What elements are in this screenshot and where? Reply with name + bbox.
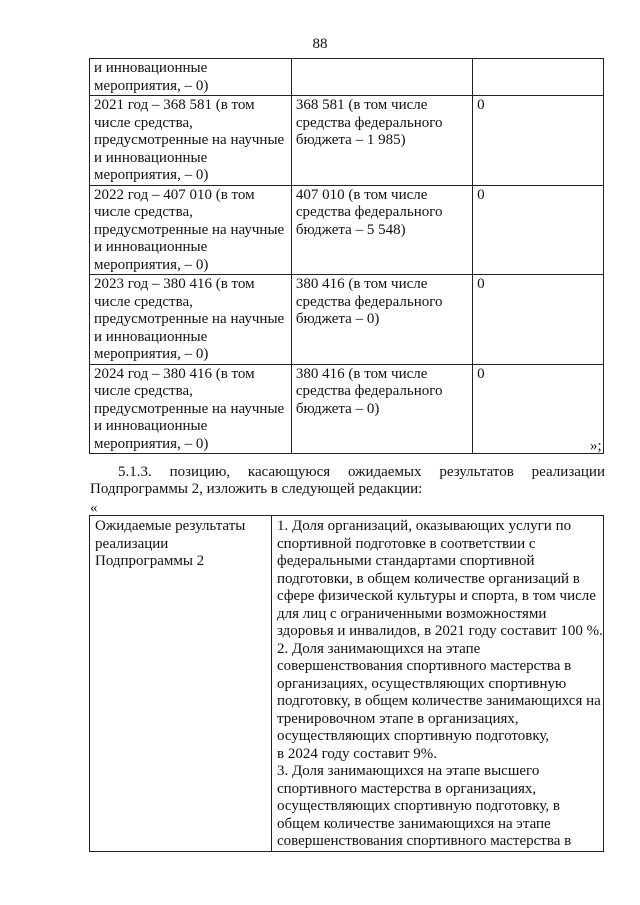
financing-cell-line: 2021 год – 368 581 (в том: [94, 97, 255, 113]
expected-results-content-line: 2. Доля занимающихся на этапе: [277, 640, 481, 657]
expected-results-content-line: совершенствования спортивного мастерства в: [277, 833, 572, 849]
financing-table-cell-1: [90, 59, 292, 96]
expected-results-content-line: сфере физической культуры и спорта, в том числе: [277, 588, 596, 604]
financing-cell-line: 0: [477, 186, 485, 203]
financing-cell-line: средства федерального: [295, 293, 443, 310]
financing-cell-line: и инновационные: [94, 149, 208, 166]
financing-table-cell-2: [291, 96, 472, 186]
financing-cell-line: 0: [477, 276, 485, 292]
financing-cell-line: и инновационные: [94, 328, 208, 345]
financing-cell-line: 2023 год – 380 416 (в том: [94, 276, 255, 292]
financing-cell-line: числе средства,: [94, 293, 193, 310]
expected-results-content-line: в 2024 году составит 9%.: [277, 745, 438, 762]
expected-results-label-line: Ожидаемые результаты: [95, 518, 246, 534]
financing-table-cell-2: [291, 364, 472, 454]
expected-results-row: [90, 516, 604, 852]
financing-cell-line: 0: [477, 365, 485, 382]
financing-cell-line: 380 416 (в том числе: [295, 365, 428, 382]
financing-cell-line: бюджета – 0): [295, 400, 380, 417]
financing-cell-line: мероприятия, – 0): [94, 256, 209, 273]
expected-results-label-line: реализации: [95, 535, 169, 552]
financing-table-row: [90, 59, 604, 96]
financing-table-cell-3: [473, 185, 604, 275]
expected-results-content-line: осуществляющих спортивную подготовку,: [277, 728, 550, 744]
financing-cell-line: мероприятия, – 0): [94, 77, 209, 94]
expected-results-content-line: для лиц с ограниченными возможностями: [277, 605, 547, 622]
amendment-paragraph-line-2: Подпрограммы 2, изложить в следующей редакции:: [90, 481, 423, 497]
expected-results-table: [89, 515, 604, 852]
expected-results-content-line: совершенствования спортивного мастерства в: [277, 658, 572, 674]
expected-results-content-line: федеральными стандартами спортивной: [277, 553, 535, 569]
financing-cell-line: мероприятия, – 0): [94, 167, 209, 183]
financing-table-cell-3: [473, 364, 604, 454]
opening-quote: «: [90, 500, 98, 516]
financing-cell-line: средства федерального: [295, 114, 443, 131]
amendment-paragraph-line-1: 5.1.3. позицию, касающуюся ожидаемых результатов реализации: [118, 464, 605, 480]
financing-table-cell-2: [291, 185, 472, 275]
financing-table-cell-1: [90, 185, 292, 275]
financing-cell-line: бюджета – 1 985): [295, 132, 406, 148]
financing-table-cell-2: [291, 275, 472, 365]
financing-cell-line: бюджета – 5 548): [295, 221, 406, 238]
expected-results-content-line: общем количестве занимающихся на этапе: [277, 815, 551, 832]
financing-table-body: [90, 59, 604, 454]
financing-table-row: [90, 185, 604, 275]
expected-results-content-line: спортивного мастерства в организациях,: [277, 780, 537, 797]
financing-table-row: [90, 275, 604, 365]
financing-cell-line: и инновационные: [94, 239, 208, 255]
financing-cell-line: предусмотренные на научные: [94, 132, 285, 148]
financing-cell-line: и инновационные: [94, 418, 208, 434]
expected-results-content-line: спортивной подготовке в соответствии с: [277, 535, 536, 552]
financing-table-cell-3: [473, 59, 604, 96]
expected-results-content-line: организациях, осуществляющих спортивную: [277, 675, 567, 692]
financing-cell-line: 0: [477, 97, 485, 113]
expected-results-content-line: подготовку, в общем количестве занимающихся на: [277, 693, 601, 709]
financing-cell-line: 368 581 (в том числе: [295, 97, 428, 113]
financing-cell-line: средства федерального: [295, 204, 443, 220]
expected-results-content-line: подготовки, в общем количестве организаций в: [277, 570, 580, 587]
financing-cell-line: числе средства,: [94, 383, 193, 399]
financing-cell-line: числе средства,: [94, 114, 193, 131]
financing-cell-line: предусмотренные на научные: [94, 400, 285, 417]
page-number: 88: [312, 36, 328, 52]
financing-cell-line: числе средства,: [94, 204, 193, 220]
financing-cell-line: предусмотренные на научные: [94, 311, 285, 327]
financing-table-cell-2: [291, 59, 472, 96]
financing-cell-line: 380 416 (в том числе: [295, 276, 428, 292]
financing-cell-line: мероприятия, – 0): [94, 346, 209, 362]
financing-table: [89, 58, 604, 454]
expected-results-label-cell: [90, 516, 272, 852]
financing-table-cell-1: [90, 275, 292, 365]
financing-cell-line: мероприятия, – 0): [94, 435, 209, 452]
expected-results-content-line: тренировочном этапе в организациях,: [277, 710, 519, 727]
expected-results-content-line: здоровья и инвалидов, в 2021 году составит 100 %.: [277, 623, 603, 639]
financing-cell-line: 2024 год – 380 416 (в том: [94, 365, 255, 382]
financing-table-row: [90, 364, 604, 454]
financing-cell-line: средства федерального: [295, 383, 443, 399]
expected-results-content-cell: [272, 516, 604, 852]
expected-results-content-line: 3. Доля занимающихся на этапе высшего: [277, 763, 540, 779]
financing-table-row: [90, 96, 604, 186]
closing-quote: »;: [590, 438, 602, 454]
financing-cell-line: и инновационные: [94, 60, 208, 76]
financing-table-cell-3: [473, 96, 604, 186]
financing-table-cell-1: [90, 96, 292, 186]
expected-results-content-line: 1. Доля организаций, оказывающих услуги по: [277, 518, 572, 534]
financing-cell-line: 2022 год – 407 010 (в том: [94, 186, 255, 203]
financing-table-cell-1: [90, 364, 292, 454]
financing-cell-line: бюджета – 0): [295, 311, 380, 327]
financing-cell-line: 407 010 (в том числе: [295, 186, 428, 203]
financing-table-cell-3: [473, 275, 604, 365]
expected-results-label-line: Подпрограммы 2: [95, 553, 205, 569]
financing-cell-line: предусмотренные на научные: [94, 221, 285, 238]
expected-results-content-line: осуществляющих спортивную подготовку, в: [277, 798, 560, 814]
